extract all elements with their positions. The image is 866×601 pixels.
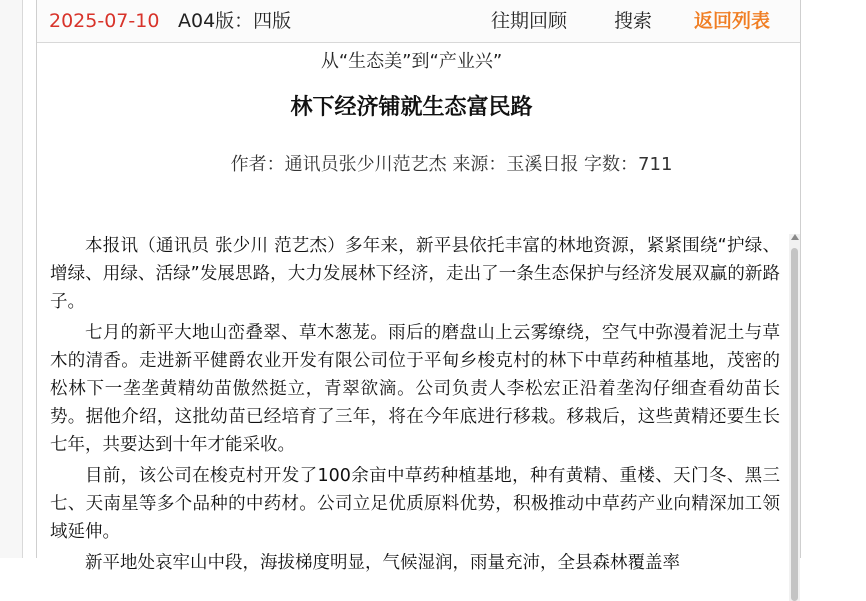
article-paragraph: 本报讯（通讯员 张少川 范艺杰）多年来，新平县依托丰富的林地资源，紧紧围绕“护绿、增绿、用绿、活绿”发展思路，大力发展林下经济，走出了一条生态保护与经济发展双赢的新路子。 (50, 236, 780, 312)
article-byline: 作者：通讯员张少川范艺杰 来源：玉溪日报 字数：711 (230, 154, 673, 175)
article-content (37, 43, 800, 573)
back-to-list-link[interactable]: 返回列表 (694, 10, 771, 32)
article-title: 林下经济铺就生态富民路 (290, 95, 533, 120)
scrollbar-thumb[interactable] (791, 248, 798, 601)
left-side-panel (0, 0, 23, 558)
issue-date: 2025-07-10 (49, 10, 160, 32)
edition-label: A04版：四版 (178, 10, 292, 32)
article-panel (36, 0, 801, 573)
search-link[interactable]: 搜索 (614, 10, 653, 32)
past-issues-link[interactable]: 往期回顾 (491, 10, 568, 32)
article-subtitle: 从“生态美”到“产业兴” (320, 51, 503, 72)
article-paragraph: 目前，该公司在梭克村开发了100余亩中草药种植基地，种有黄精、重楼、天门冬、黑三七、天南星等多个品种的中药材。公司立足优质原料优势，积极推动中草药产业向精深加工领域延伸。 (50, 466, 780, 542)
vertical-scrollbar[interactable] (789, 234, 800, 601)
article-body (50, 232, 780, 580)
article-paragraph: 七月的新平大地山峦叠翠、草木葱茏。雨后的磨盘山上云雾缭绕，空气中弥漫着泥土与草木的清香。走进新平健爵农业开发有限公司位于平甸乡梭克村的林下中草药种植基地，茂密的松林下一垄垄黄精幼苗傲然挺立，青翠欲滴。公司负责人李松宏正沿着垄沟仔细查看幼苗长势。据他介绍，这批幼苗已经培育了三年，将在今年底进行移栽。移栽后，这些黄精还要生长七年，共要达到十年才能采收。 (50, 323, 780, 455)
article-paragraph: 新平地处哀牢山中段，海拔梯度明显，气候湿润，雨量充沛，全县森林覆盖率 (85, 553, 680, 573)
scroll-up-arrow-icon[interactable] (791, 234, 799, 240)
top-bar (37, 0, 800, 43)
